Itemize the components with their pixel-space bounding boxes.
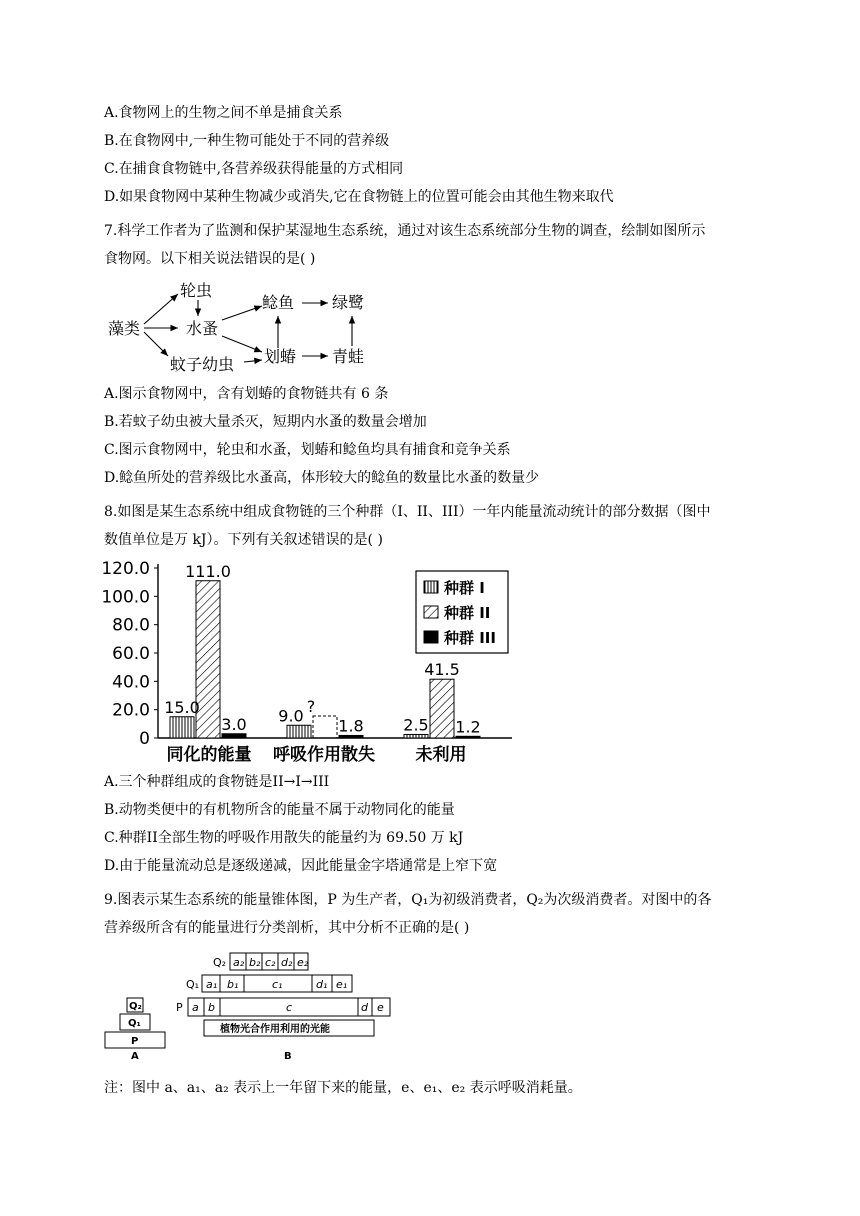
y-tick-label: 40.0 — [112, 672, 150, 693]
q7-option-c: C.图示食物网中，轮虫和水蚤，划蝽和鲶鱼均具有捕食和竞争关系 — [104, 442, 511, 458]
y-tick-label: 60.0 — [112, 644, 150, 664]
q1-cell-e1: e₁ — [336, 978, 348, 991]
energy-bar-chart — [100, 555, 520, 770]
data-label: 41.5 — [424, 660, 460, 680]
legend-label: 种群 II — [444, 604, 491, 622]
pyramid-a-q2: Q₂ — [129, 1001, 142, 1012]
node-minnow: 鲶鱼 — [262, 293, 295, 312]
bar-series3 — [456, 736, 480, 738]
node-mosquito-larva: 蚊子幼虫 — [170, 355, 235, 374]
q8-option-a: A.三个种群组成的食物链是II→I→III — [104, 774, 330, 790]
energy-pyramid-diagram — [100, 948, 400, 1063]
p-cell-c: c — [286, 1001, 293, 1014]
q6-option-c: C.在捕食食物链中,各营养级获得能量的方式相同 — [104, 161, 404, 177]
q2-cell-b2: b₂ — [249, 956, 261, 969]
p-cell-e: e — [377, 1001, 384, 1014]
q6-option-d: D.如果食物网中某种生物减少或消失,它在食物链上的位置可能会由其他生物来取代 — [104, 189, 614, 205]
pyramid-a-q1: Q₁ — [128, 1018, 141, 1029]
node-rotifer: 轮虫 — [180, 281, 213, 300]
bar-series3 — [222, 734, 246, 738]
data-label: 2.5 — [403, 715, 429, 735]
q9-stem-line2: 营养级所含有的能量进行分类剖析，其中分析不正确的是( ) — [104, 920, 470, 936]
legend-swatch — [424, 631, 438, 643]
q7-option-a: A.图示食物网中，含有划蝽的食物链共有 6 条 — [104, 386, 389, 402]
data-label: 1.8 — [338, 716, 364, 736]
node-water-boatman: 划蝽 — [264, 347, 297, 366]
q2-cell-c2: c₂ — [265, 956, 276, 969]
p-cell-d: d — [361, 1001, 368, 1014]
node-frog: 青蛙 — [332, 347, 365, 366]
q7-stem-line2: 食物网。以下相关说法错误的是( ) — [104, 251, 316, 267]
q9-note: 注：图中 a、a₁、a₂ 表示上一年留下来的能量，e、e₁、e₂ 表示呼吸消耗量。 — [104, 1080, 582, 1096]
q2-cell-d2: d₂ — [281, 956, 293, 969]
q1-cell-c1: c₁ — [272, 978, 283, 991]
bar-series2 — [430, 679, 454, 738]
legend-label: 种群 III — [444, 629, 496, 647]
q8-option-d: D.由于能量流动总是逐级递减，因此能量金字塔通常是上窄下宽 — [104, 858, 498, 874]
bar-series1 — [170, 717, 194, 738]
pyramid-b-q2-label: Q₂ — [213, 956, 227, 969]
q8-stem-line2: 数值单位是万 kJ）。下列有关叙述错误的是( ) — [104, 532, 383, 548]
q1-cell-a1: a₁ — [206, 978, 218, 991]
q8-stem-line1: 8.如图是某生态系统中组成食物链的三个种群（I、II、III）一年内能量流动统计的部分数据（图中 — [104, 504, 711, 520]
legend-swatch — [424, 606, 438, 618]
q1-cell-d1: d₁ — [316, 978, 328, 991]
q8-option-c: C.种群II全部生物的呼吸作用散失的能量约为 69.50 万 kJ — [104, 830, 464, 846]
data-label: 15.0 — [164, 697, 200, 717]
category-label: 呼吸作用散失 — [273, 745, 375, 765]
q2-cell-e2: e₂ — [297, 956, 309, 969]
legend-label: 种群 I — [444, 579, 485, 597]
pyramid-b-p-label: P — [176, 1001, 183, 1014]
data-label: 9.0 — [278, 706, 304, 726]
p-cell-b: b — [208, 1001, 215, 1014]
category-label: 同化的能量 — [166, 745, 252, 765]
pyramid-b-label: B — [284, 1051, 292, 1062]
q7-stem-line1: 7.科学工作者为了监测和保护某湿地生态系统，通过对该生态系统部分生物的调查，绘制如图所示 — [104, 223, 706, 239]
y-tick-label: 0 — [139, 729, 150, 749]
q6-option-a: A.食物网上的生物之间不单是捕食关系 — [104, 105, 343, 121]
bar-series3 — [339, 735, 363, 738]
pyramid-a-label: A — [131, 1051, 139, 1062]
node-green-heron: 绿鹭 — [332, 293, 365, 312]
node-water-flea: 水蚤 — [186, 319, 219, 338]
q9-stem-line1: 9.图表示某生态系统的能量锥体图，P 为生产者，Q₁为初级消费者，Q₂为次级消费者。对图中的各 — [104, 892, 712, 908]
food-web-diagram — [104, 276, 434, 376]
bar-series1 — [404, 734, 428, 738]
bar-series1 — [287, 725, 311, 738]
node-algae: 藻类 — [108, 319, 141, 338]
data-label: 3.0 — [221, 714, 247, 734]
light-energy-label: 植物光合作用利用的光能 — [220, 1024, 330, 1035]
bar-series2-missing — [313, 716, 337, 738]
y-tick-label: 80.0 — [112, 615, 150, 636]
q2-cell-a2: a₂ — [233, 956, 245, 969]
y-tick-label: 120.0 — [101, 559, 150, 579]
q1-cell-b1: b₁ — [227, 978, 239, 991]
q7-option-b: B.若蚊子幼虫被大量杀灭，短期内水蚤的数量会增加 — [104, 414, 427, 430]
category-label: 未利用 — [415, 745, 467, 765]
y-tick-label: 100.0 — [101, 587, 150, 608]
legend-swatch — [424, 581, 438, 593]
pyramid-b-q1-label: Q₁ — [186, 978, 200, 991]
data-label: ? — [306, 697, 316, 716]
pyramid-a-p: P — [131, 1036, 139, 1047]
y-tick-label: 20.0 — [112, 700, 150, 721]
p-cell-a: a — [192, 1001, 199, 1014]
q7-option-d: D.鲶鱼所处的营养级比水蚤高，体形较大的鲶鱼的数量比水蚤的数量少 — [104, 470, 540, 486]
data-label: 111.0 — [185, 561, 231, 581]
data-label: 1.2 — [455, 717, 481, 737]
q8-option-b: B.动物类便中的有机物所含的能量不属于动物同化的能量 — [104, 802, 455, 818]
q6-option-b: B.在食物网中,一种生物可能处于不同的营养级 — [104, 133, 390, 149]
